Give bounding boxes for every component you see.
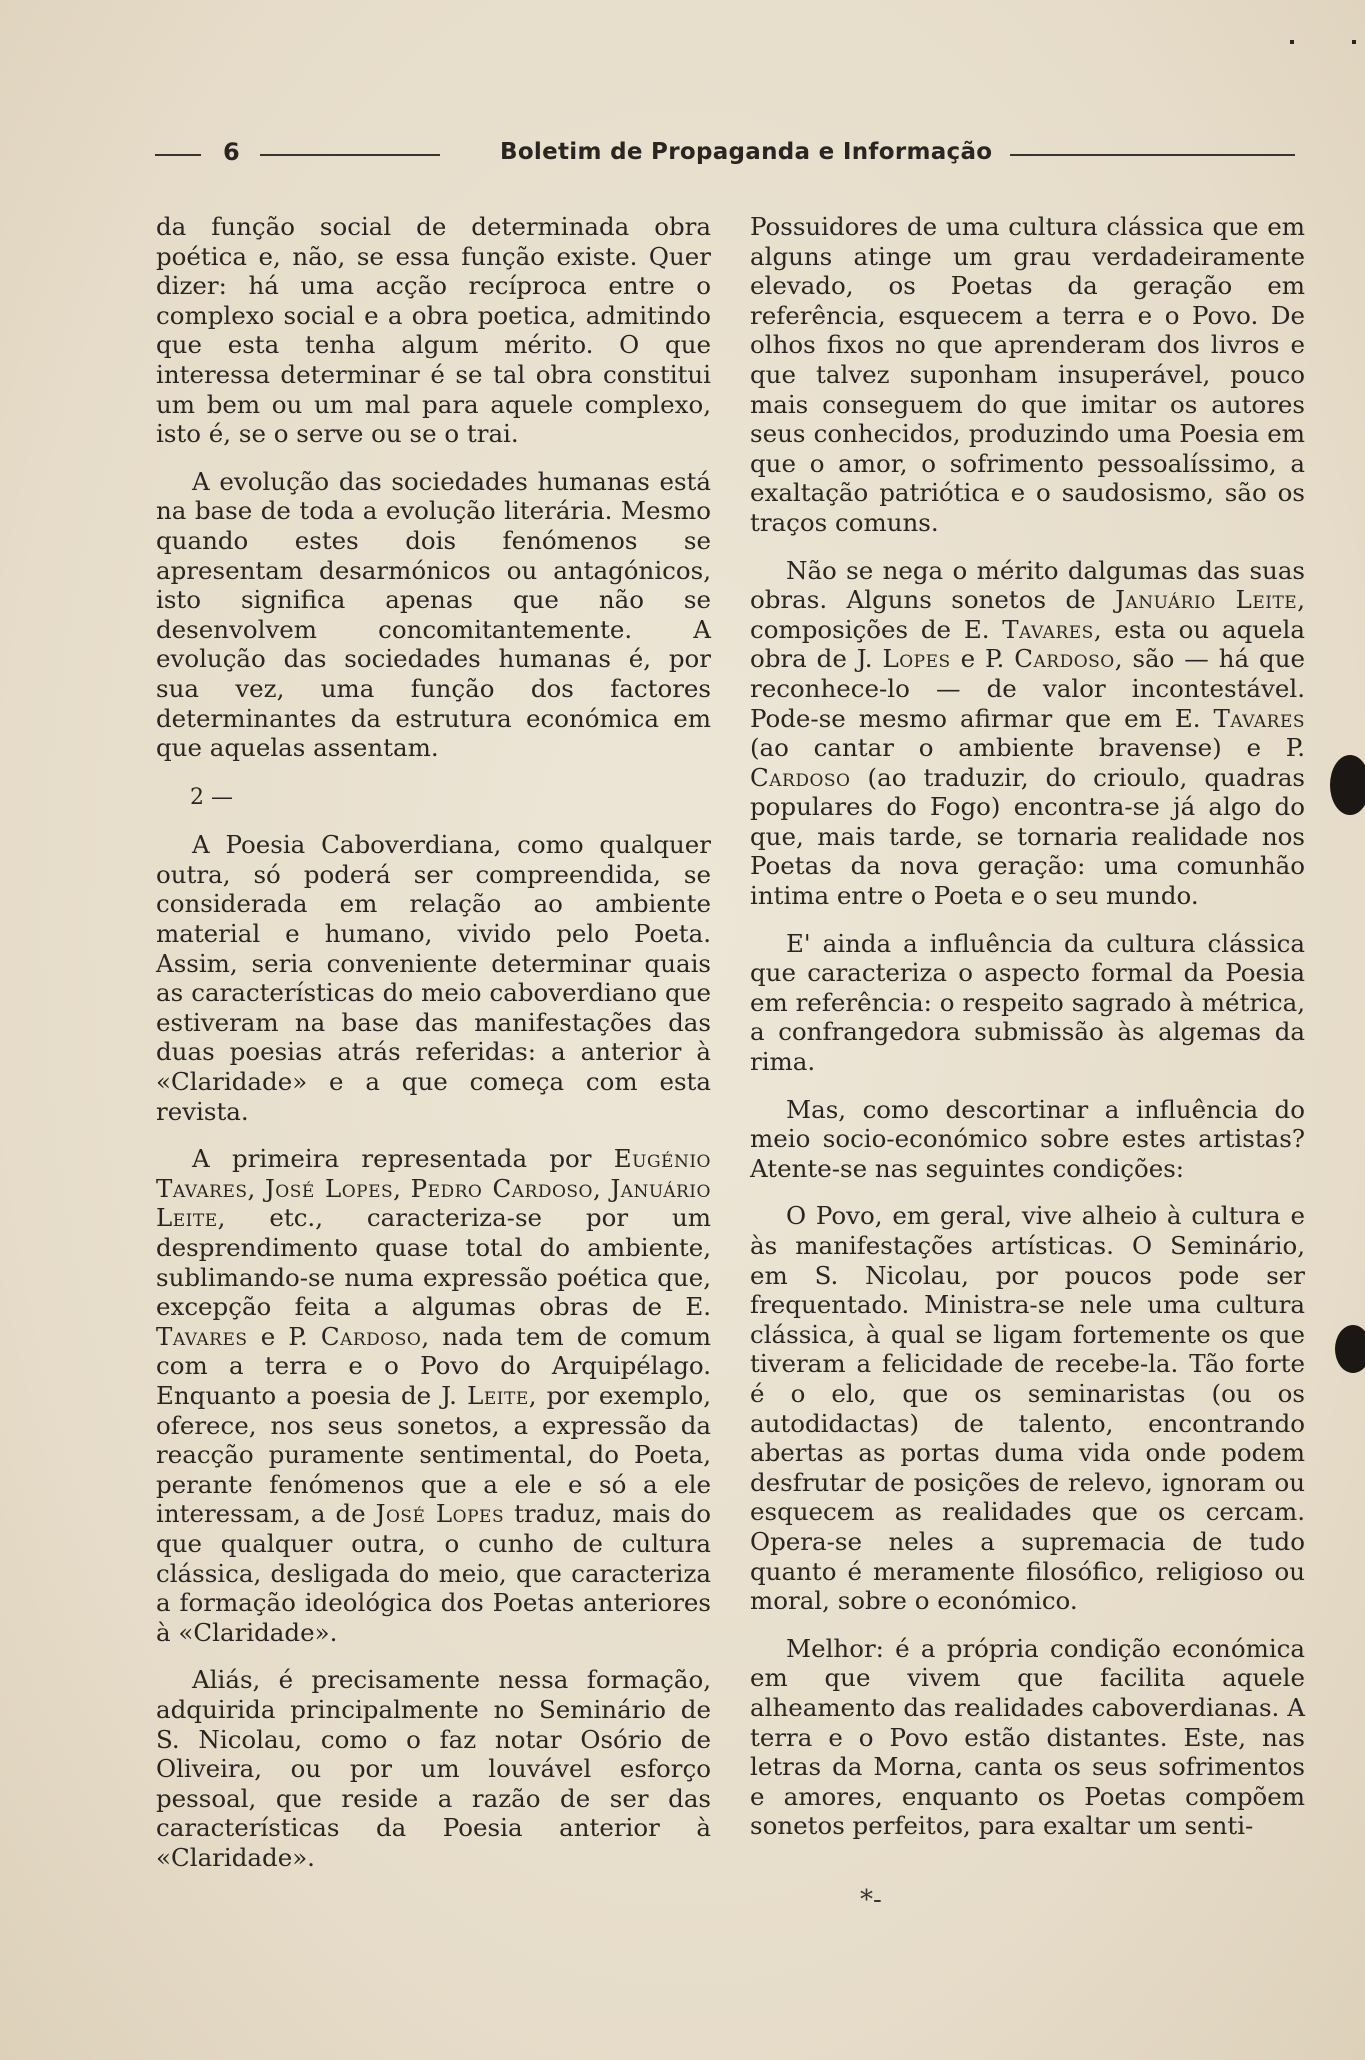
paragraph: Possuidores de uma cultura clássica que em alguns atinge um grau verdadeiramente elevado, os Poetas da geração em referência, esquecem a terra e o Povo. De olhos fixos no que aprenderam dos livros e que talvez suponham insuperável, pouco mais conseguem do que imitar os autores seus conhecidos, produzindo uma Poesia em que o amor, o sofrimento pessoalíssimo, a exaltação patriótica e o saudosismo, são os traços comuns. bbox=[750, 212, 1305, 537]
author-name: Pedro Cardoso bbox=[410, 1173, 593, 1203]
author-name: Januário Leite bbox=[156, 1173, 711, 1233]
author-name: Eugénio Tavares bbox=[156, 1144, 711, 1203]
author-name: Tavares bbox=[156, 1321, 248, 1351]
left-column bbox=[156, 212, 711, 1872]
paragraph: A Poesia Caboverdiana, como qualquer outra, só poderá ser compreendida, se considerada em relação ao ambiente material e humano, vivido pelo Poeta. Assim, seria conveniente determinar quais as características do meio caboverdiano que estiveram na base das manifestações das duas poesias atrás referidas: a anterior à «Claridade» e a que começa com esta revista. bbox=[156, 830, 711, 1126]
header-rule-left bbox=[155, 154, 201, 156]
paragraph: Não se nega o mérito dalgumas das suas obras. Alguns sonetos de Januário Leite, composições de E. Tavares, esta ou aquela obra de J. Lopes e P. Cardoso, são — há que reconhece-lo — de valor incontestável. Pode-se mesmo afirmar que em E. Tavares (ao cantar o ambiente bravense) e P. Cardoso (ao traduzir, do crioulo, quadras populares do Fogo) encontra-se já algo do que, mais tarde, se tornaria realidade nos Poetas da nova geração: uma comunhão intima entre o Poeta e o seu mundo. bbox=[750, 555, 1306, 911]
section-number bbox=[156, 781, 711, 813]
author-name: Januário Leite bbox=[1115, 585, 1298, 615]
author-name: José Lopes bbox=[375, 1499, 505, 1529]
paragraph: Aliás, é precisamente nessa formação, adquirida principalmente no Seminário de S. Nicolau, como o faz notar Osório de Oliveira, ou por um louvável esforço pessoal, que reside a razão de ser das características da Poesia anterior à «Claridade». bbox=[156, 1665, 711, 1872]
right-column bbox=[750, 212, 1305, 1841]
publication-title: Boletim de Propaganda e Informação bbox=[500, 139, 993, 165]
paragraph: Melhor: é a própria condição económica em que vivem que facilita aquele alheamento das realidades caboverdianas. A terra e o Povo estão distantes. Este, nas letras da Morna, canta os seus sofrimentos e amores, enquanto os Poetas compõem sonetos perfeitos, para exaltar um senti- bbox=[750, 1633, 1305, 1841]
paragraph: A evolução das sociedades humanas está na base de toda a evolução literária. Mesmo quando estes dois fenómenos se apresentam desarmónicos ou antagónicos, isto significa apenas que não se desenvolvem concomitantemente. A evolução das sociedades humanas é, por sua vez, uma função dos factores determinantes da estrutura económica em que aquelas assentam. bbox=[156, 466, 711, 763]
paragraph: da função social de determinada obra poética e, não, se essa função existe. Quer dizer: há uma acção recíproca entre o complexo social e a obra poetica, admitindo que esta tenha algum mérito. O que interessa determinar é se tal obra constitui um bem ou um mal para aquele complexo, isto é, se o serve ou se o trai. bbox=[156, 212, 711, 449]
author-name: Leite bbox=[467, 1380, 529, 1410]
author-name: Tavares bbox=[1002, 614, 1094, 644]
page-number: 6 bbox=[223, 138, 240, 166]
ink-speck bbox=[1290, 40, 1294, 44]
author-name: Cardoso bbox=[1014, 644, 1115, 674]
header-rule-right bbox=[1010, 154, 1295, 156]
paragraph: A primeira representada por Eugénio Tavares, José Lopes, Pedro Cardoso, Januário Leite, etc., caracteriza-se por um desprendimento quase total do ambiente, sublimando-se numa expressão poética que, excepção feita a algumas obras de E. Tavares e P. Cardoso, nada tem de comum com a terra e o Povo do Arquipélago. Enquanto a poesia de J. Leite, por exemplo, oferece, nos seus sonetos, a expressão da reacção puramente sentimental, do Poeta, perante fenómenos que a ele e só a ele interessam, a de José Lopes traduz, mais do que qualquer outra, o cunho de cultura clássica, desligada do meio, que caracteriza a formação ideológica dos Poetas anteriores à «Claridade». bbox=[156, 1144, 711, 1647]
paragraph: O Povo, em geral, vive alheio à cultura e às manifestações artísticas. O Seminário, em S. Nicolau, por poucos pode ser frequentado. Ministra-se nele uma cultura clássica, à qual se ligam fortemente os que tiveram a felicidade de recebe-la. Tão forte é o elo, que os seminaristas (ou os autodidactas) de talento, encontrando abertas as portas duma vida onde podem desfrutar de posições de relevo, ignoram ou esquecem as realidades que os cercam. Opera-se neles a supremacia de tudo quanto é meramente filosófico, religioso ou moral, sobre o económico. bbox=[750, 1201, 1305, 1616]
page-header bbox=[155, 138, 1295, 170]
author-name: Cardoso bbox=[320, 1321, 422, 1351]
binding-hole-mark bbox=[1330, 755, 1365, 815]
author-name: Cardoso bbox=[750, 762, 851, 792]
binding-hole-mark bbox=[1335, 1325, 1365, 1373]
author-name: Lopes bbox=[882, 644, 951, 674]
author-name: José Lopes bbox=[264, 1173, 394, 1203]
paragraph: E' ainda a influência da cultura clássica que caracteriza o aspecto formal da Poesia em referência: o respeito sagrado à métrica, a confrangedora submissão às algemas da rima. bbox=[750, 928, 1305, 1077]
paragraph: Mas, como descortinar a influência do meio socio-económico sobre estes artistas? Atente-se nas seguintes condições: bbox=[750, 1094, 1305, 1183]
author-name: Tavares bbox=[1213, 703, 1306, 733]
footer-mark: *- bbox=[860, 1885, 882, 1915]
header-rule-mid bbox=[260, 154, 440, 156]
section-number-text: 2 — bbox=[190, 784, 233, 810]
ink-speck bbox=[1352, 40, 1356, 44]
